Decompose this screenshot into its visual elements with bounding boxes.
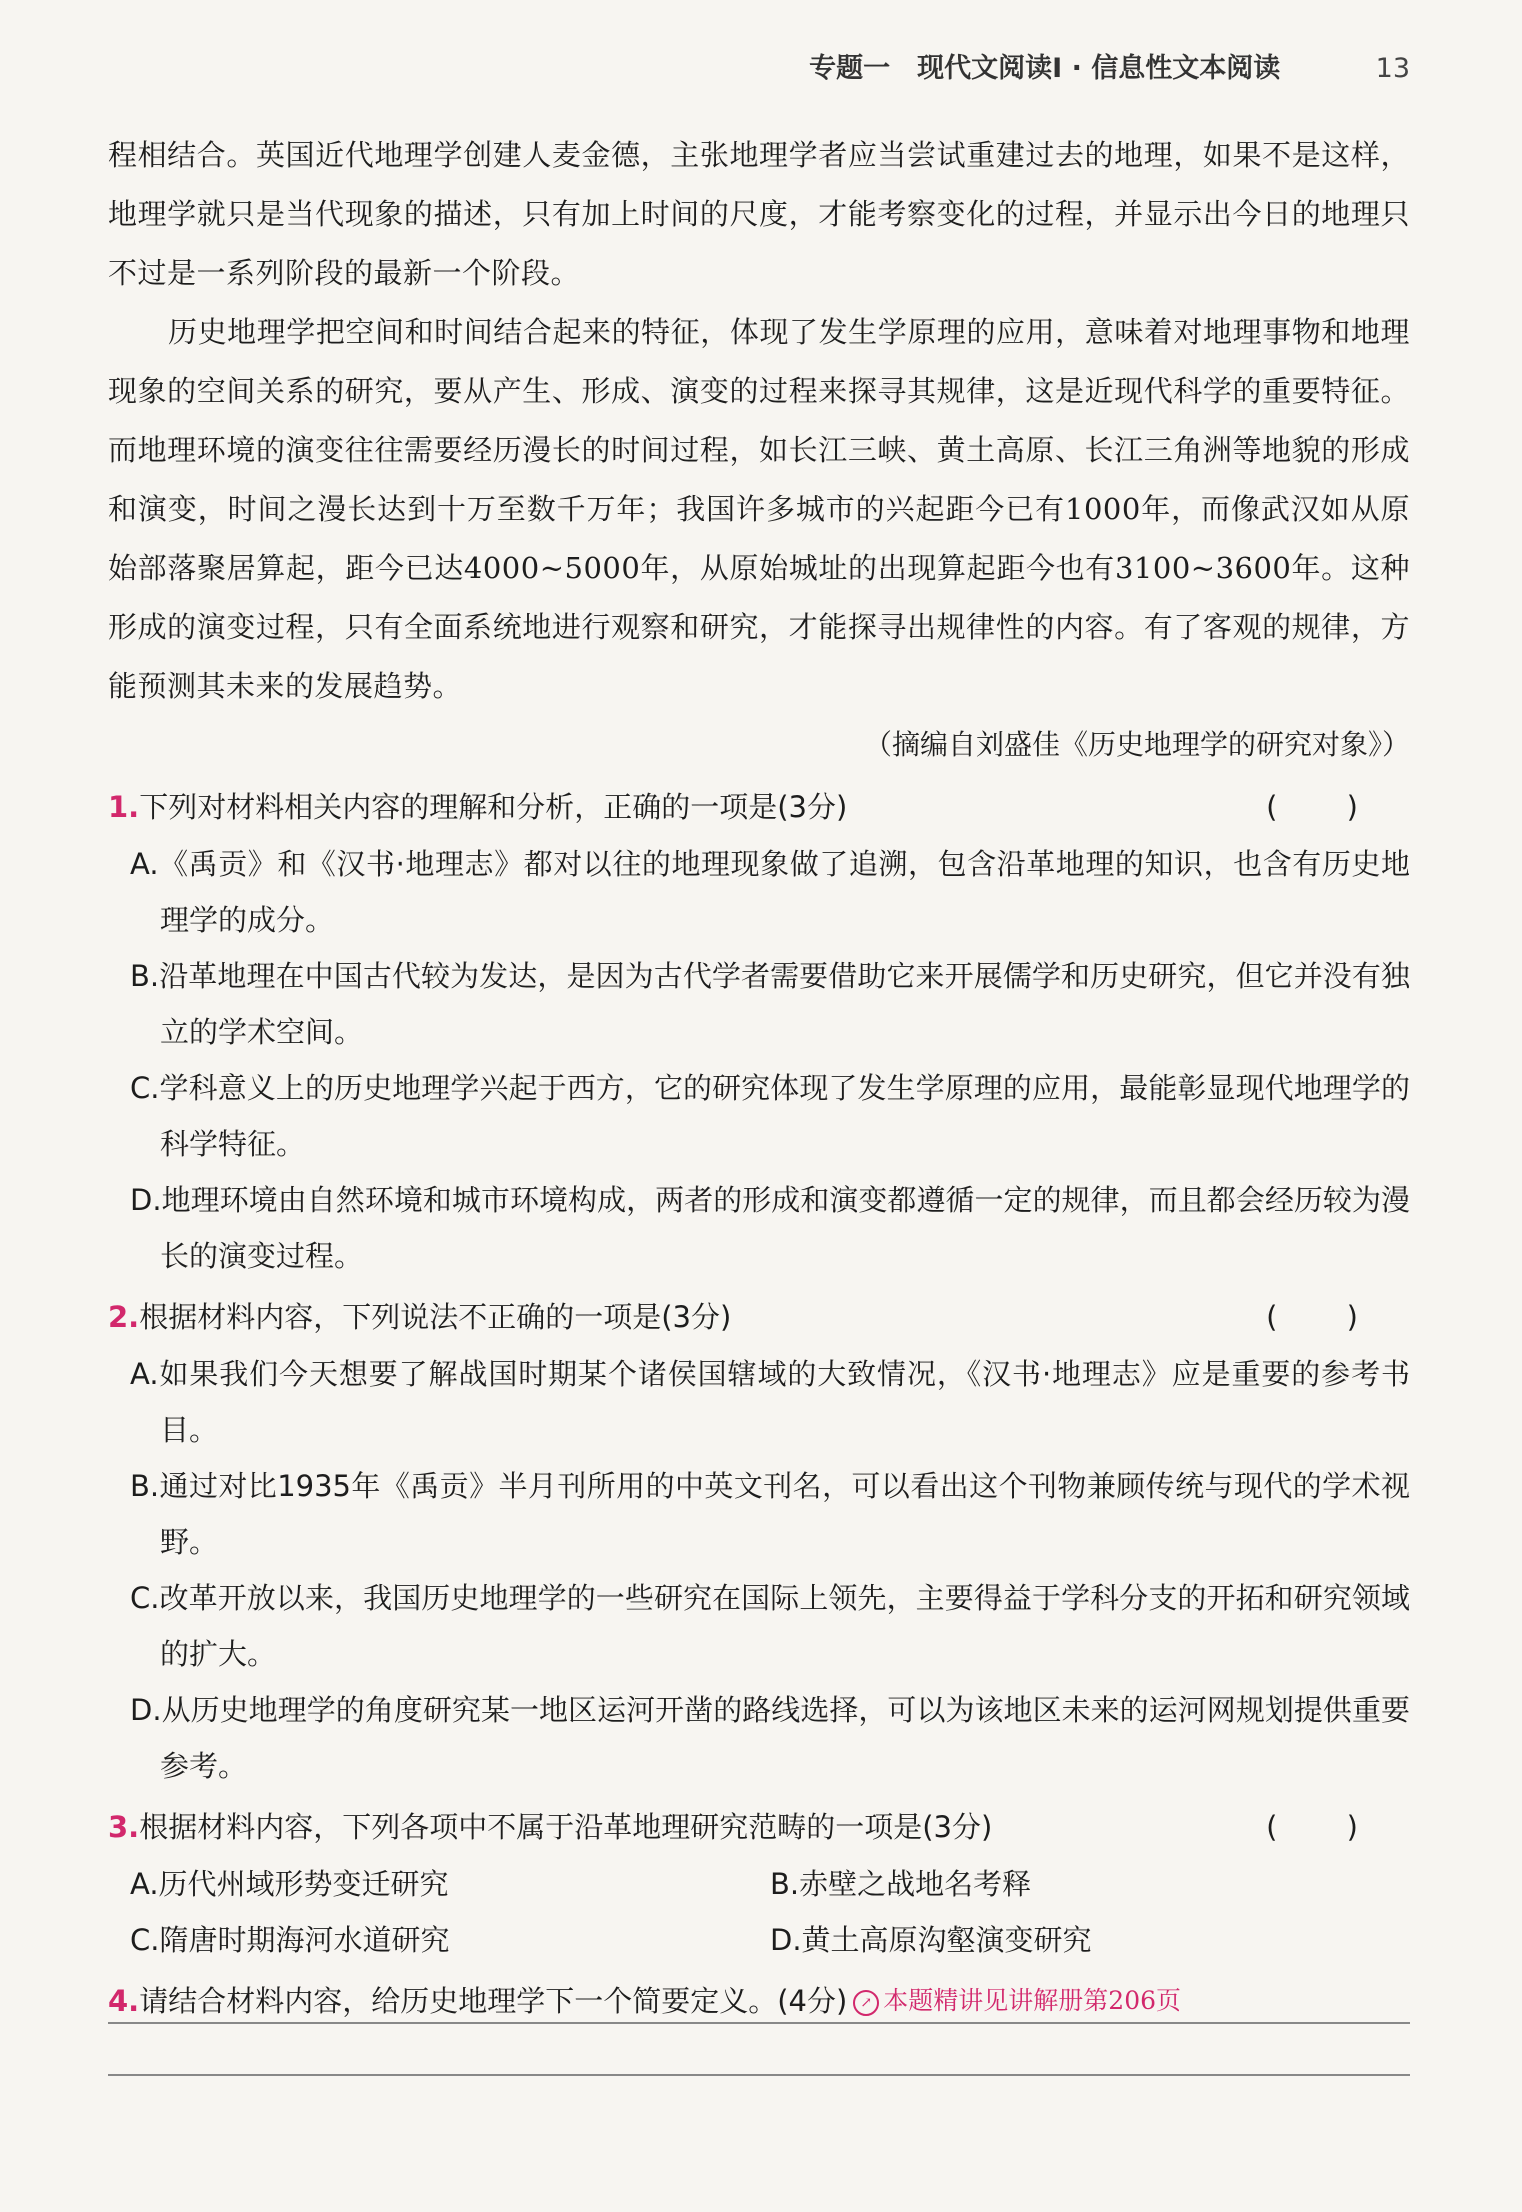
option-grid [130, 1856, 1410, 1968]
question-stem: 根据材料内容，下列说法不正确的一项是(3分) [139, 1300, 732, 1334]
link-icon: ↗ [853, 1990, 879, 2016]
answer-paren[interactable]: ( ) [1266, 1300, 1388, 1334]
option-c[interactable]: C.改革开放以来，我国历史地理学的一些研究在国际上领先，主要得益于学科分支的开拓和研究领域的扩大。 [130, 1581, 1410, 1671]
question-2 [108, 1288, 1410, 1794]
page-number: 13 [1375, 53, 1410, 84]
option-a[interactable]: A.历代州域形势变迁研究 [130, 1867, 449, 1901]
option-c[interactable]: C.学科意义上的历史地理学兴起于西方，它的研究体现了发生学原理的应用，最能彰显现代地理学的科学特征。 [130, 1071, 1410, 1161]
option-b[interactable]: B.通过对比1935年《禹贡》半月刊所用的中英文刊名，可以看出这个刊物兼顾传统与现代的学术视野。 [130, 1469, 1410, 1559]
answer-paren[interactable]: ( ) [1266, 1810, 1388, 1844]
question-number: 1. [108, 790, 140, 824]
option-d[interactable]: D.地理环境由自然环境和城市环境构成，两者的形成和演变都遵循一定的规律，而且都会经历较为漫长的演变过程。 [130, 1183, 1410, 1273]
option-a[interactable]: A.《禹贡》和《汉书·地理志》都对以往的地理现象做了追溯，包含沿革地理的知识，也含有历史地理学的成分。 [130, 847, 1410, 937]
question-number: 2. [108, 1300, 140, 1334]
answer-line[interactable] [108, 2074, 1410, 2076]
option-b[interactable]: B.赤壁之战地名考释 [770, 1867, 1032, 1901]
question-number: 4. [108, 1984, 140, 2018]
option-d[interactable]: D.从历史地理学的角度研究某一地区运河开凿的路线选择，可以为该地区未来的运河网规划提供重要参考。 [130, 1693, 1410, 1783]
option-d[interactable]: D.黄土高原沟壑演变研究 [770, 1923, 1092, 1957]
answer-line[interactable] [108, 2022, 1410, 2024]
question-1 [108, 778, 1410, 1284]
option-a[interactable]: A.如果我们今天想要了解战国时期某个诸侯国辖域的大致情况，《汉书·地理志》应是重要的参考书目。 [130, 1357, 1410, 1447]
hint-text: 本题精讲见讲解册第206页 [883, 1986, 1182, 2015]
passage-source: （摘编自刘盛佳《历史地理学的研究对象》） [863, 728, 1410, 761]
section-title: 专题一 现代文阅读Ⅰ · 信息性文本阅读 [809, 53, 1281, 84]
passage-paragraph: 程相结合。英国近代地理学创建人麦金德，主张地理学者应当尝试重建过去的地理，如果不是这样，地理学就只是当代现象的描述，只有加上时间的尺度，才能考察变化的过程，并显示出今日的地理只不过是一系列阶段的最新一个阶段。 [108, 138, 1410, 290]
question-stem: 请结合材料内容，给历史地理学下一个简要定义。(4分) [139, 1984, 848, 2018]
question-3 [108, 1798, 1410, 1968]
page-content [108, 126, 1410, 2030]
question-number: 3. [108, 1810, 140, 1844]
answer-paren[interactable]: ( ) [1266, 790, 1388, 824]
question-stem: 下列对材料相关内容的理解和分析，正确的一项是(3分) [139, 790, 848, 824]
passage-paragraph: 历史地理学把空间和时间结合起来的特征，体现了发生学原理的应用，意味着对地理事物和地理现象的空间关系的研究，要从产生、形成、演变的过程来探寻其规律，这是近现代科学的重要特征。而地理环境的演变往往需要经历漫长的时间过程，如长江三峡、黄土高原、长江三角洲等地貌的形成和演变，时间之漫长达到十万至数千万年；我国许多城市的兴起距今已有1000年，而像武汉如从原始部落聚居算起，距今已达4000~5000年，从原始城址的出现算起距今也有3100~3600年。这种形成的演变过程，只有全面系统地进行观察和研究，才能探寻出规律性的内容。有了客观的规律，方能预测其未来的发展趋势。 [108, 315, 1410, 703]
page-header [0, 46, 1410, 85]
question-stem: 根据材料内容，下列各项中不属于沿革地理研究范畴的一项是(3分) [139, 1810, 993, 1844]
option-b[interactable]: B.沿革地理在中国古代较为发达，是因为古代学者需要借助它来开展儒学和历史研究，但它并没有独立的学术空间。 [130, 959, 1410, 1049]
option-c[interactable]: C.隋唐时期海河水道研究 [130, 1923, 450, 1957]
